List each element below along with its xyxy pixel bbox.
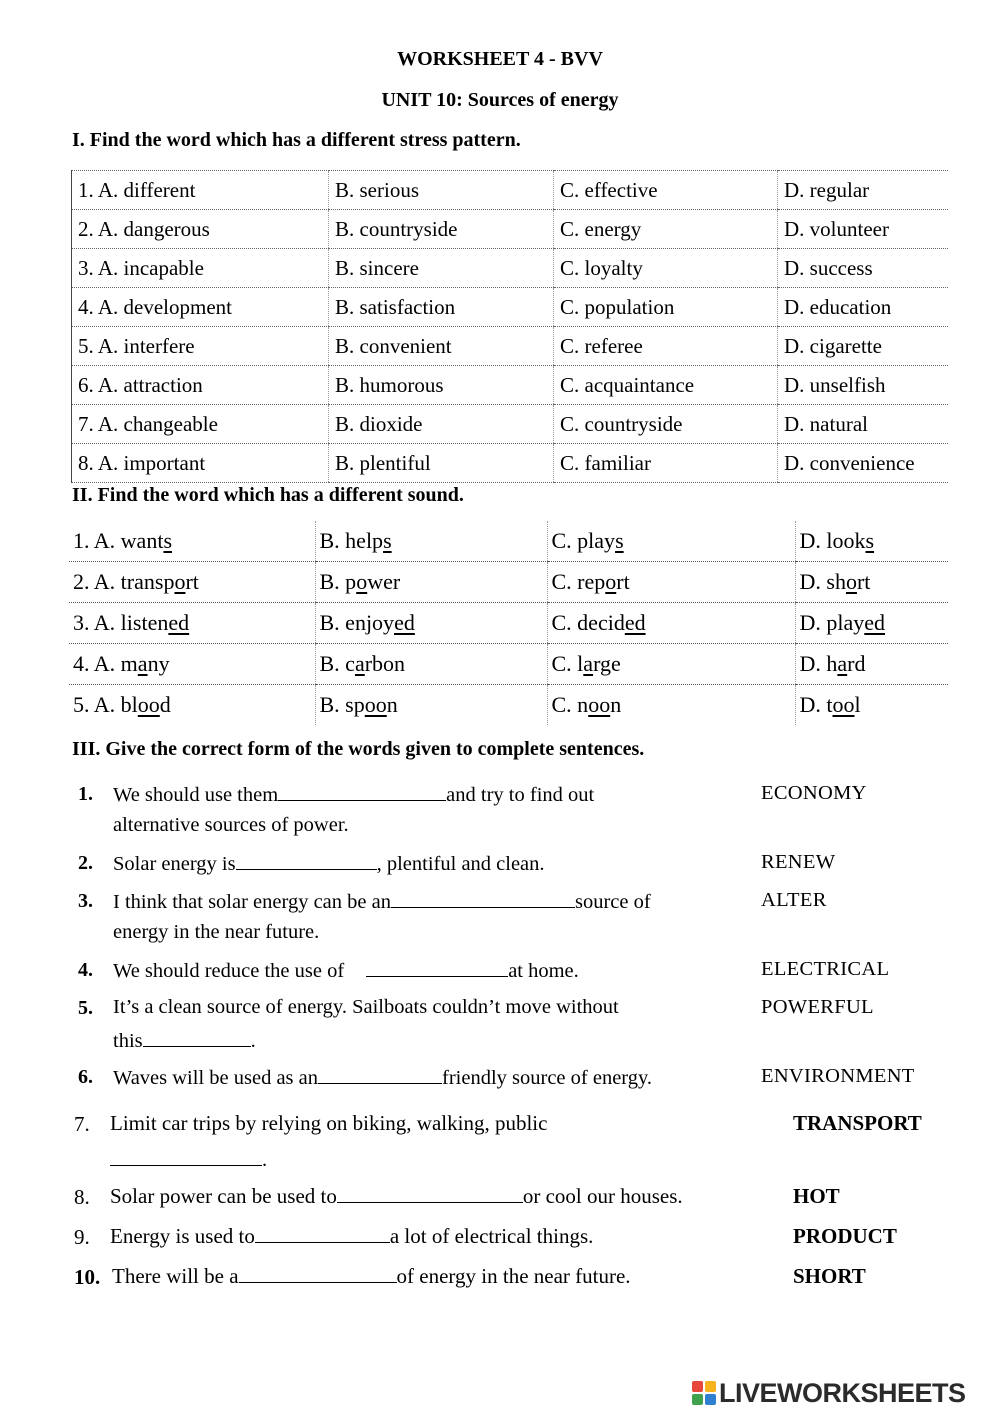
section-1-heading: I. Find the word which has a different stress pattern. [72,129,521,151]
option-a[interactable]: 8. A. important [72,444,329,483]
underlined-letters: o [845,569,857,594]
underlined-letters: oo [364,692,387,717]
option-b[interactable]: B. countryside [329,210,554,249]
section-3-heading: III. Give the correct form of the words given to complete sentences. [72,738,645,760]
logo-text: LIVEWORKSHEETS [719,1377,966,1408]
option-a[interactable]: 2. A. dangerous [72,210,329,249]
keyword: PRODUCT [793,1224,897,1248]
option-c[interactable]: C. familiar [554,444,778,483]
option-a[interactable]: 3. A. listened [69,603,315,644]
option-a[interactable]: 4. A. many [69,644,315,685]
option-d[interactable]: D. looks [795,521,948,562]
worksheet-title: WORKSHEET 4 - BVV [397,48,603,70]
option-a[interactable]: 6. A. attraction [72,366,329,405]
keyword: TRANSPORT [793,1111,922,1135]
option-d[interactable]: D. tool [795,685,948,726]
underlined-letters: s [615,528,624,553]
option-c[interactable]: C. decided [547,603,795,644]
underlined-letters: o [174,569,186,594]
table-row [72,444,948,483]
liveworksheets-logo [692,1378,966,1408]
option-b[interactable]: B. carbon [315,644,547,685]
underlined-letters: ed [394,610,415,635]
answer-blank[interactable] [337,1184,523,1203]
keyword: POWERFUL [761,996,874,1018]
underlined-letters: s [865,528,875,553]
item-number: 4. [78,959,93,981]
option-c[interactable]: C. report [547,562,795,603]
table-row [72,288,948,327]
item-number: 2. [78,852,93,874]
underlined-letters: ed [168,610,190,635]
option-a[interactable]: 5. A. blood [73,692,171,717]
underlined-letters: o [605,569,617,594]
item-number: 9. [74,1225,90,1249]
option-a[interactable]: 5. A. interfere [72,327,329,366]
section-2-heading: II. Find the word which has a different sound. [72,484,464,506]
option-b[interactable]: B. enjoyed [315,603,547,644]
option-d[interactable]: D. convenience [778,444,948,483]
table-row [69,685,948,726]
item-number: 7. [74,1112,90,1136]
answer-blank[interactable] [366,958,508,977]
option-d[interactable]: D. cigarette [778,327,948,366]
option-c[interactable]: C. countryside [554,405,778,444]
underlined-letters: ed [864,610,886,635]
option-a[interactable]: 3. A. incapable [72,249,329,288]
answer-blank[interactable] [143,1028,251,1047]
option-a[interactable]: 1. A. wants [69,521,315,562]
underlined-letters: s [163,528,173,553]
sentence: Solar power can be used to or cool our houses. [110,1184,683,1208]
answer-blank[interactable] [278,782,446,801]
sentence-line-2: this . [113,1030,256,1052]
option-b[interactable]: B. power [315,562,547,603]
table-row [72,366,948,405]
item-number: 1. [78,783,93,805]
option-c[interactable]: C. plays [547,521,795,562]
option-a[interactable]: 1. A. different [72,171,329,210]
sentence: There will be a of energy in the near future. [112,1264,631,1288]
option-b[interactable]: B. sincere [329,249,554,288]
answer-blank[interactable] [391,889,575,908]
option-a[interactable]: 4. A. development [72,288,329,327]
table-row [72,249,948,288]
table-row [69,521,948,562]
keyword: ALTER [761,889,827,911]
option-d[interactable]: D. regular [778,171,948,210]
option-c[interactable]: C. referee [554,327,778,366]
item-number: 8. [74,1185,90,1209]
sentence: Limit car trips by relying on biking, walking, public [110,1111,548,1135]
option-d[interactable]: D. education [778,288,948,327]
underlined-letters: s [383,528,392,553]
keyword: ECONOMY [761,782,867,804]
option-c[interactable]: C. population [554,288,778,327]
item-number: 3. [78,890,93,912]
answer-blank[interactable] [236,851,377,870]
option-d[interactable]: D. hard [795,644,948,685]
option-d[interactable]: D. unselfish [778,366,948,405]
option-b[interactable]: B. spoon [315,685,547,726]
option-d[interactable]: D. natural [778,405,948,444]
option-c[interactable]: C. noon [547,685,795,726]
keyword: HOT [793,1184,840,1208]
underlined-letters: oo [832,692,855,717]
sentence: Solar energy is , plentiful and clean. [113,853,545,875]
option-d[interactable]: D. volunteer [778,210,948,249]
stress-pattern-table [71,170,948,483]
answer-blank[interactable] [255,1224,390,1243]
answer-blank[interactable] [318,1065,442,1084]
option-b[interactable]: B. satisfaction [329,288,554,327]
underlined-letters: a [837,651,848,676]
answer-blank[interactable] [110,1147,262,1166]
sentence: It’s a clean source of energy. Sailboats couldn’t move without [113,996,619,1018]
option-b[interactable]: B. humorous [329,366,554,405]
keyword: ENVIRONMENT [761,1065,915,1087]
sentence: I think that solar energy can be an source of [113,891,651,913]
sentence: We should use them and try to find out [113,784,595,806]
option-c[interactable]: C. energy [554,210,778,249]
table-row [69,644,948,685]
item-number: 6. [78,1066,93,1088]
option-a[interactable]: 2. A. transport [69,562,315,603]
underlined-letters: o [356,569,368,594]
answer-blank[interactable] [239,1264,397,1283]
table-row [72,327,948,366]
underlined-letters: oo [588,692,611,717]
sentence-line-2: . [110,1147,267,1172]
option-c[interactable]: C. effective [554,171,778,210]
option-a[interactable]: 7. A. changeable [72,405,329,444]
keyword: SHORT [793,1264,866,1288]
option-d[interactable]: D. short [795,562,948,603]
sentence: We should reduce the use of at home. [113,960,579,982]
sentence-line-2: energy in the near future. [113,921,320,943]
table-row [69,603,948,644]
sentence-line-2: alternative sources of power. [113,814,349,836]
underlined-letters: a [137,651,148,676]
sound-table [69,521,948,725]
option-c[interactable]: C. large [547,644,795,685]
option-b[interactable]: B. plentiful [329,444,554,483]
underlined-letters: oo [137,692,160,717]
option-c[interactable]: C. loyalty [554,249,778,288]
item-number: 10. [74,1265,101,1289]
table-row [72,405,948,444]
sentence: Energy is used to a lot of electrical things. [110,1224,594,1248]
underlined-letters: a [354,651,365,676]
option-b[interactable]: B. dioxide [329,405,554,444]
option-b[interactable]: B. helps [315,521,547,562]
underlined-letters: a [583,651,594,676]
table-row [69,562,948,603]
item-number: 5. [78,997,93,1019]
option-b[interactable]: B. serious [329,171,554,210]
keyword: RENEW [761,851,836,873]
underlined-letters: ed [624,610,646,635]
option-c[interactable]: C. acquaintance [554,366,778,405]
keyword: ELECTRICAL [761,958,890,980]
sentence: Waves will be used as an friendly source of energy. [113,1067,653,1089]
option-d[interactable]: D. success [778,249,948,288]
option-b[interactable]: B. convenient [329,327,554,366]
option-d[interactable]: D. played [795,603,948,644]
table-row [72,171,948,210]
logo-icon [692,1381,716,1405]
table-row [72,210,948,249]
unit-title: UNIT 10: Sources of energy [381,89,619,111]
